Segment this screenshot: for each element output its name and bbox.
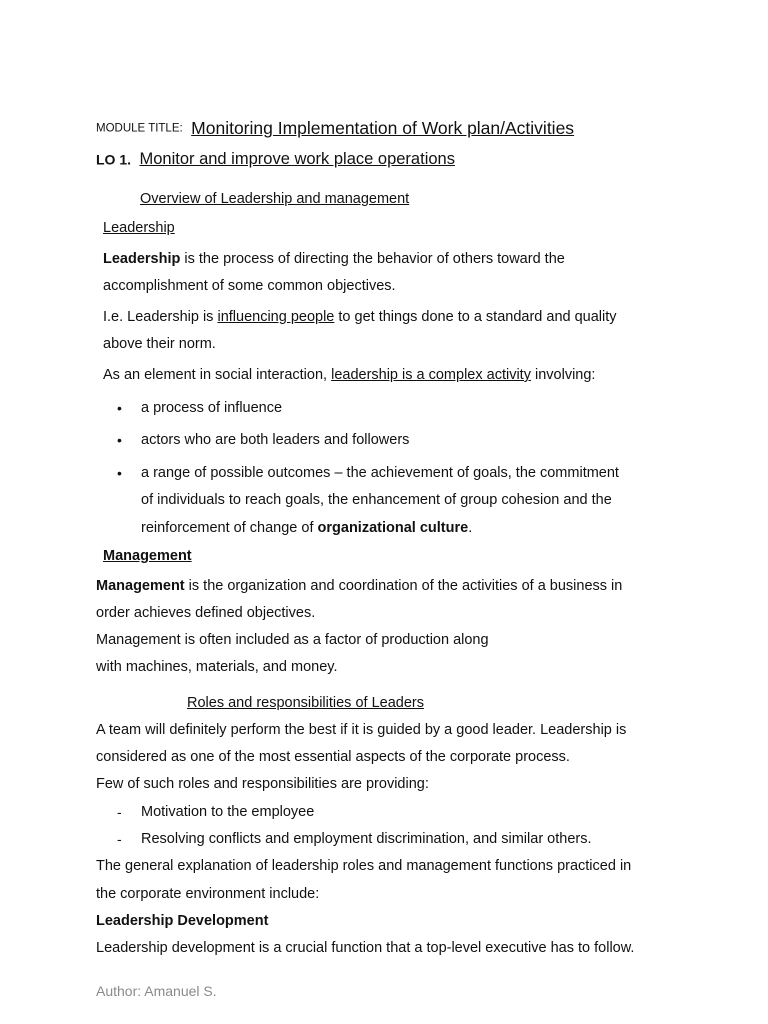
management-heading: Management xyxy=(103,548,192,564)
bullet-item-continuation xyxy=(141,515,472,542)
roles-line5: the corporate environment include: xyxy=(96,886,320,902)
bullet-item-continuation: of individuals to reach goals, the enhancement of group cohesion and the xyxy=(141,492,612,508)
bullet-item: a range of possible outcomes – the achievement of goals, the commitment xyxy=(141,465,619,481)
dash-item: Motivation to the employee xyxy=(141,804,315,820)
management-definition-text: is the organization and coordination of the activities of a business in xyxy=(184,578,623,594)
complex-activity-link: leadership is a complex activity xyxy=(331,367,531,383)
roles-line2: considered as one of the most essential aspects of the corporate process. xyxy=(96,749,570,765)
social-text-before: As an element in social interaction, xyxy=(103,367,332,383)
lo-title: Monitor and improve work place operations xyxy=(139,150,455,168)
management-line3: Management is often included as a factor of production along xyxy=(96,632,489,648)
leadership-definition-text: is the process of directing the behavior of others toward the xyxy=(180,251,565,267)
overview-heading: Overview of Leadership and management xyxy=(140,191,410,207)
social-text-after: involving: xyxy=(530,367,596,383)
roles-line3: Few of such roles and responsibilities are providing: xyxy=(96,776,429,792)
leadership-heading: Leadership xyxy=(103,220,175,236)
author-footer: Author: Amanuel S. xyxy=(96,983,217,999)
module-title-label: MODULE TITLE: xyxy=(96,122,183,135)
bullet-text: reinforcement of change of xyxy=(141,520,318,536)
bullet-marker: • xyxy=(117,465,122,481)
bullet-item: a process of influence xyxy=(141,400,283,416)
influencing-people-link: influencing people xyxy=(217,309,335,325)
ie-line1 xyxy=(103,304,617,331)
bullet-item: actors who are both leaders and followers xyxy=(141,432,410,448)
leadership-development-heading: Leadership Development xyxy=(96,913,269,929)
roles-line4: The general explanation of leadership roles and management functions practiced in xyxy=(96,858,632,874)
lo-title-line xyxy=(96,150,455,169)
dash-marker: - xyxy=(117,804,122,820)
leadership-development-line: Leadership development is a crucial function that a top-level executive has to follow. xyxy=(96,940,635,956)
management-definition-line2: order achieves defined objectives. xyxy=(96,605,316,621)
ie-text-before: I.e. Leadership is xyxy=(103,309,218,325)
bullet-period: . xyxy=(468,520,473,536)
roles-line1: A team will definitely perform the best if it is guided by a good leader. Leadership is xyxy=(96,722,627,738)
module-title-line xyxy=(96,118,574,139)
management-term: Management xyxy=(96,578,185,594)
roles-heading: Roles and responsibilities of Leaders xyxy=(187,695,424,711)
management-definition-line1 xyxy=(96,573,622,600)
bullet-marker: • xyxy=(117,432,122,448)
social-interaction-line xyxy=(103,362,595,389)
ie-line2: above their norm. xyxy=(103,336,216,352)
leadership-term: Leadership xyxy=(103,251,181,267)
dash-marker: - xyxy=(117,831,122,847)
organizational-culture-term: organizational culture xyxy=(317,520,469,536)
dash-item: Resolving conflicts and employment discrimination, and similar others. xyxy=(141,831,592,847)
lo-label: LO 1. xyxy=(96,151,132,168)
management-line4: with machines, materials, and money. xyxy=(96,659,338,675)
leadership-definition-line2: accomplishment of some common objectives. xyxy=(103,278,396,294)
module-title: Monitoring Implementation of Work plan/Activities xyxy=(191,118,575,138)
leadership-definition-line1 xyxy=(103,246,565,273)
ie-text-after: to get things done to a standard and quality xyxy=(334,309,617,325)
bullet-marker: • xyxy=(117,400,122,416)
